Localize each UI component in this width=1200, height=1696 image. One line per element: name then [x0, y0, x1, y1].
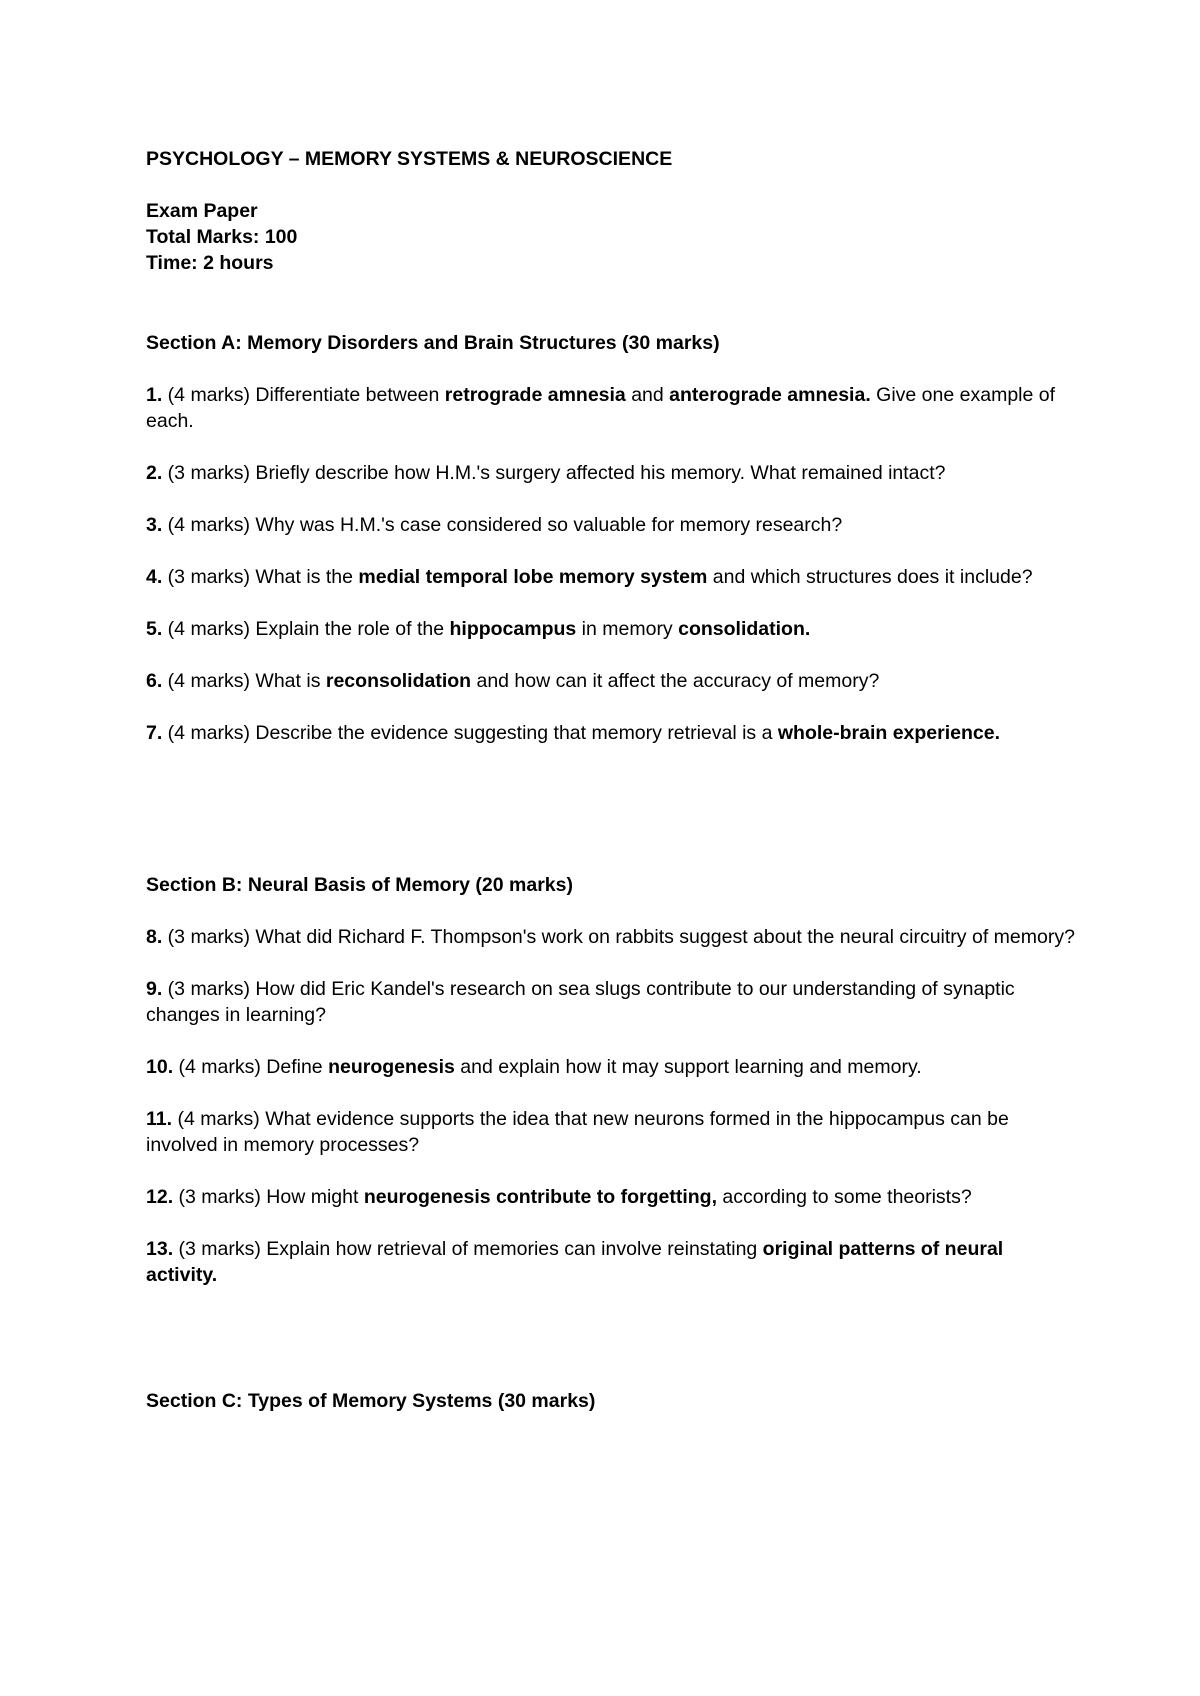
section-heading: Section A: Memory Disorders and Brain Structures (30 marks) — [146, 332, 720, 354]
question-text: (4 marks) Explain the role of the — [162, 618, 450, 640]
paper-label: Exam Paper — [146, 200, 258, 222]
key-term: neurogenesis contribute to forgetting, — [363, 1186, 717, 1208]
question-number: 11. — [146, 1108, 173, 1130]
section-a — [146, 330, 1076, 746]
question-7 — [146, 720, 1076, 746]
question-9 — [146, 976, 1076, 1028]
question-list — [146, 924, 1076, 1288]
question-number: 3. — [146, 514, 163, 536]
question-text: and explain how it may support learning and memory. — [454, 1056, 922, 1078]
section-b — [146, 872, 1076, 1288]
question-text: (3 marks) What is the — [162, 566, 359, 588]
question-number: 4. — [146, 566, 163, 588]
question-text: (3 marks) Briefly describe how H.M.'s surgery affected his memory. What remained intact? — [162, 462, 946, 484]
question-text: and — [625, 384, 670, 406]
question-text: (3 marks) What did Richard F. Thompson's work on rabbits suggest about the neural circuitry of memory? — [162, 926, 1075, 948]
question-text: (4 marks) Define — [173, 1056, 329, 1078]
question-1 — [146, 382, 1076, 434]
question-2 — [146, 460, 1076, 486]
question-text: (4 marks) What evidence supports the idea that new neurons formed in the hippocampus can be involved in memory processes? — [146, 1108, 1009, 1156]
question-number: 5. — [146, 618, 163, 640]
question-number: 1. — [146, 384, 163, 406]
question-text: (4 marks) Differentiate between — [162, 384, 445, 406]
question-text: in memory — [576, 618, 679, 640]
question-10 — [146, 1054, 1076, 1080]
question-4 — [146, 564, 1076, 590]
question-text: (3 marks) How might — [173, 1186, 364, 1208]
document-title: PSYCHOLOGY – MEMORY SYSTEMS & NEUROSCIENCE — [146, 148, 673, 170]
question-12 — [146, 1184, 1076, 1210]
question-text: according to some theorists? — [716, 1186, 972, 1208]
key-term: reconsolidation — [325, 670, 472, 692]
key-term: anterograde amnesia. — [669, 384, 871, 406]
section-heading: Section B: Neural Basis of Memory (20 marks) — [146, 874, 573, 896]
question-text: (4 marks) Why was H.M.'s case considered so valuable for memory research? — [162, 514, 843, 536]
key-term: medial temporal lobe memory system — [358, 566, 708, 588]
section-heading: Section C: Types of Memory Systems (30 marks) — [146, 1390, 596, 1412]
question-number: 9. — [146, 978, 163, 1000]
exam-page — [146, 146, 1076, 1412]
question-3 — [146, 512, 1076, 538]
key-term: whole-brain experience. — [777, 722, 1001, 744]
question-text: (3 marks) How did Eric Kandel's research on sea slugs contribute to our understanding of synaptic changes in learning? — [146, 978, 1015, 1026]
question-11 — [146, 1106, 1076, 1158]
exam-meta — [146, 198, 1076, 276]
question-13 — [146, 1236, 1076, 1288]
question-5 — [146, 616, 1076, 642]
key-term: hippocampus — [449, 618, 577, 640]
question-text: and how can it affect the accuracy of memory? — [471, 670, 880, 692]
key-term: retrograde amnesia — [444, 384, 626, 406]
question-text: Give one example of each. — [146, 384, 1056, 432]
question-number: 13. — [146, 1238, 174, 1260]
question-number: 8. — [146, 926, 163, 948]
question-list — [146, 382, 1076, 746]
question-text: and which structures does it include? — [707, 566, 1033, 588]
question-8 — [146, 924, 1076, 950]
question-text: (4 marks) Describe the evidence suggesting that memory retrieval is a — [162, 722, 778, 744]
section-c — [146, 1388, 1076, 1414]
question-number: 12. — [146, 1186, 174, 1208]
question-number: 7. — [146, 722, 163, 744]
question-number: 2. — [146, 462, 163, 484]
question-text: (4 marks) What is — [162, 670, 326, 692]
total-marks: Total Marks: 100 — [146, 226, 298, 248]
question-number: 10. — [146, 1056, 174, 1078]
key-term: original patterns of neural activity. — [146, 1238, 1004, 1286]
question-text: (3 marks) Explain how retrieval of memories can involve reinstating — [173, 1238, 763, 1260]
exam-time: Time: 2 hours — [146, 252, 274, 274]
question-number: 6. — [146, 670, 163, 692]
key-term: consolidation. — [678, 618, 811, 640]
question-6 — [146, 668, 1076, 694]
key-term: neurogenesis — [328, 1056, 455, 1078]
